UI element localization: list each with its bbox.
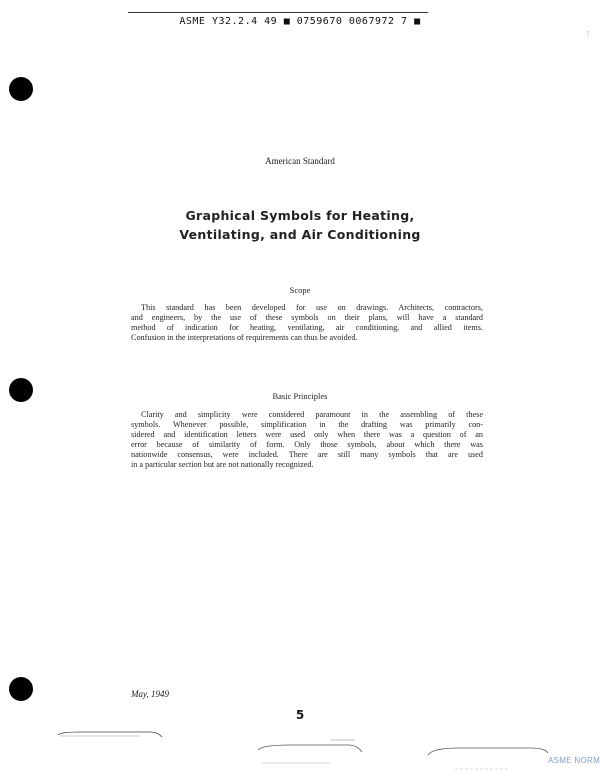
scope-line-3: method of indication for heating, ventilating, air conditioning, and allied items. — [131, 323, 483, 332]
header-rule — [128, 12, 428, 13]
scan-edge-mark: ⋮ — [584, 30, 591, 38]
scan-stroke-right — [428, 748, 548, 755]
scan-artifact-strokes — [0, 720, 600, 773]
title-line-1: Graphical Symbols for Heating, — [185, 208, 415, 223]
document-title — [0, 206, 600, 244]
title-line-2: Ventilating, and Air Conditioning — [179, 227, 421, 242]
section-heading-basic-principles: Basic Principles — [272, 391, 328, 401]
principles-line-4: error because of similarity of form. Only those symbols, about which there was — [131, 440, 483, 449]
scope-line-1: This standard has been developed for use on drawings. Architects, contractors, — [141, 303, 483, 312]
scope-line-4: Confusion in the interpretations of requirements can thus be avoided. — [131, 333, 358, 342]
basic-principles-paragraph — [131, 410, 483, 470]
publication-date: May, 1949 — [131, 689, 169, 699]
principles-line-5: nationwide consensus, were included. There are still many symbols that are used — [131, 450, 483, 459]
scope-line-2: and engineers, by the use of these symbols on their plans, will have a standard — [131, 313, 483, 322]
binder-hole-bottom — [9, 677, 33, 701]
standard-label: American Standard — [265, 156, 335, 166]
watermark-logo: ASME NORM — [548, 756, 600, 765]
principles-line-3: sidered and identification letters were used only when there was a question of an — [131, 430, 483, 439]
page-number: 5 — [295, 708, 305, 722]
scan-stroke-middle — [258, 745, 362, 752]
binder-hole-top — [9, 77, 33, 101]
document-code-header: ASME Y32.2.4 49 ■ 0759670 0067972 7 ■ — [179, 16, 421, 27]
scope-paragraph — [131, 303, 483, 343]
section-heading-scope: Scope — [289, 285, 311, 295]
principles-line-6: in a particular section but are not nationally recognized. — [131, 460, 314, 469]
principles-line-1: Clarity and simplicity were considered paramount in the assembling of these — [141, 410, 483, 419]
principles-line-2: symbols. Whenever possible, simplification in the drafting was primarily con- — [131, 420, 483, 429]
